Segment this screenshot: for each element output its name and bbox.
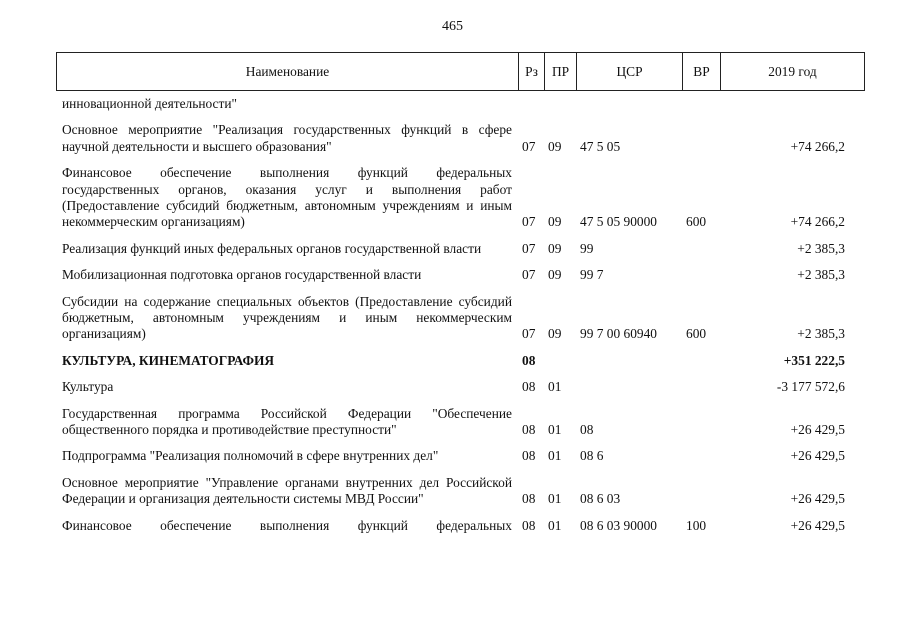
row-pr [542,96,574,112]
row-pr: 01 [548,421,562,437]
row-name: Подпрограмма "Реализация полномочий в сфере внутренних дел" [62,448,439,464]
table-row [58,283,864,342]
row-amount: -3 177 572,6 [776,379,845,395]
table-row [58,230,864,256]
row-csr: 08 6 03 [580,491,621,507]
row-amount: +26 429,5 [790,421,845,437]
row-rz: 08 [522,448,536,464]
row-name: инновационной деятельности" [62,96,237,111]
row-rz: 08 [522,379,536,395]
row-rz: 08 [522,421,536,437]
row-pr: 01 [548,517,562,533]
row-vr [680,438,718,464]
budget-table [58,96,864,534]
row-pr: 09 [548,138,562,154]
row-csr: 47 5 05 [580,138,621,154]
row-vr [680,257,718,283]
row-vr [680,465,718,508]
table-row [58,112,864,155]
row-pr: 01 [548,491,562,507]
row-rz: 08 [522,352,536,368]
row-rz: 07 [522,326,536,342]
table-row [58,343,864,369]
row-name: КУЛЬТУРА, КИНЕМАТОГРАФИЯ [62,352,275,368]
header-csr: ЦСР [577,53,683,91]
row-name: Государственная программа Российской Федерации "Обеспечение общественного порядка и противодействие преступности" [62,405,512,437]
header-year: 2019 год [721,53,865,91]
row-vr: 600 [686,214,707,230]
row-rz: 07 [522,214,536,230]
row-name: Субсидии на содержание специальных объектов (Предоставление субсидий бюджетным, автономным учреждениям и иным некоммерческим организациям) [62,293,512,342]
row-amount: +351 222,5 [783,352,845,368]
table-row [58,438,864,464]
header-row [57,53,865,91]
table-row [58,257,864,283]
row-rz: 08 [522,517,536,533]
row-pr [542,343,574,369]
header-rz: Рз [519,53,545,91]
row-amount: +2 385,3 [797,326,845,342]
row-csr [574,343,680,369]
row-pr: 01 [548,448,562,464]
row-vr: 600 [686,326,707,342]
row-vr [680,96,718,112]
row-name: Финансовое обеспечение выполнения функций федеральных [62,517,512,533]
row-rz: 07 [522,240,536,256]
row-rz: 08 [522,491,536,507]
row-rz: 07 [522,267,536,283]
row-vr [680,369,718,395]
row-amount: +26 429,5 [790,448,845,464]
row-amount: +2 385,3 [797,240,845,256]
row-pr: 09 [548,240,562,256]
row-name: Основное мероприятие "Реализация государственных функций в сфере научной деятельности и высшего образования" [62,122,512,154]
row-name: Реализация функций иных федеральных органов государственной власти [62,240,482,256]
table-row [58,508,864,534]
table-row [58,369,864,395]
header-vr: ВР [683,53,721,91]
row-csr: 08 6 03 90000 [580,517,657,533]
row-amount: +26 429,5 [790,491,845,507]
table-row [58,96,864,112]
row-pr: 09 [548,326,562,342]
row-csr [574,96,680,112]
header-name: Наименование [57,53,519,91]
header-pr: ПР [545,53,577,91]
table-row [58,465,864,508]
table-row [58,155,864,230]
row-vr [680,343,718,369]
row-rz: 07 [522,138,536,154]
row-amount: +74 266,2 [790,138,845,154]
page-number: 465 [442,19,463,34]
row-csr: 08 [580,421,594,437]
table-header [56,52,865,91]
row-pr: 09 [548,214,562,230]
row-csr: 08 6 [580,448,604,464]
row-amount [718,96,864,112]
row-amount: +2 385,3 [797,267,845,283]
row-csr: 99 [580,240,594,256]
table-row [58,395,864,438]
row-pr: 09 [548,267,562,283]
row-vr [680,230,718,256]
row-amount: +74 266,2 [790,214,845,230]
row-vr [680,395,718,438]
row-csr: 99 7 [580,267,604,283]
row-csr: 99 7 00 60940 [580,326,657,342]
row-rz [516,96,542,112]
row-vr: 100 [686,517,707,533]
row-csr: 47 5 05 90000 [580,214,657,230]
row-pr: 01 [548,379,562,395]
row-name: Основное мероприятие "Управление органами внутренних дел Российской Федерации и организация деятельности системы МВД России" [62,474,512,507]
row-amount: +26 429,5 [790,517,845,533]
row-csr [574,369,680,395]
row-name: Культура [62,379,114,395]
row-name: Мобилизационная подготовка органов государственной власти [62,267,422,283]
row-vr [680,112,718,155]
row-name: Финансовое обеспечение выполнения функций федеральных государственных органов, оказания услуг и выполнения работ (Предоставление субсидий бюджетным, автономным учреждениям и иным некоммерческим организациям) [62,165,512,230]
